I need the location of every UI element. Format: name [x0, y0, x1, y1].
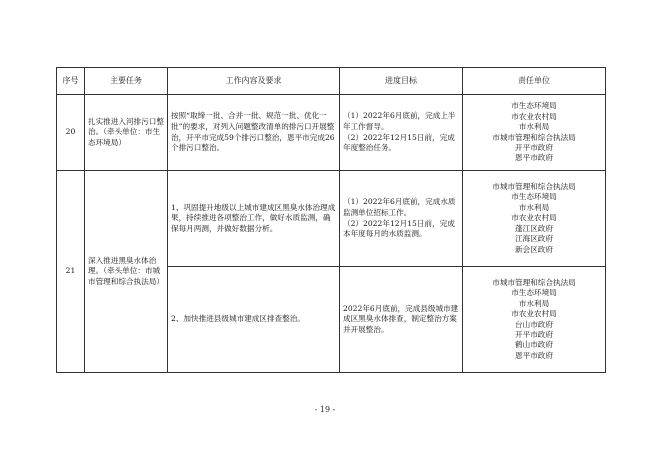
unit-item: 台山市政府 — [515, 319, 553, 329]
responsible-units — [463, 267, 606, 373]
progress-target: 2022年6月底前，完成县级城市建成区黑臭水体排查，制定整治方案并开展整治。 — [340, 267, 463, 373]
unit-item: 开平市政府 — [515, 329, 553, 339]
unit-item: 鹤山市政府 — [515, 340, 553, 350]
unit-item: 恩平市政府 — [515, 350, 553, 360]
row-number: 21 — [57, 171, 85, 373]
header-target: 进度目标 — [340, 68, 463, 95]
work-content: 1、巩固提升地级以上城市建成区黑臭水体治理成果，持续推进各项整治工作，做好水质监测，确保每月两测，并做好数据分析。 — [168, 171, 340, 267]
unit-item: 江海区政府 — [515, 234, 553, 244]
page-number: - 19 - — [314, 405, 336, 414]
unit-item: 市农业农村局 — [511, 309, 557, 319]
main-task: 扎实推进入河排污口整治。（牵头单位：市生态环境局） — [85, 95, 168, 171]
header-task: 主要任务 — [85, 68, 168, 95]
unit-item: 市城市管理和综合执法局 — [492, 132, 576, 142]
progress-target-item: （1）2022年6月底前，完成上半年工作督导。 — [343, 111, 456, 131]
work-content: 2、加快推进县级城市建成区排查整治。 — [168, 267, 340, 373]
unit-item: 市农业农村局 — [511, 111, 557, 121]
row-number: 20 — [57, 95, 85, 171]
header-no: 序号 — [57, 68, 85, 95]
responsible-units — [463, 95, 606, 171]
unit-item: 恩平市政府 — [515, 153, 553, 163]
unit-item: 市生态环境局 — [511, 192, 557, 202]
progress-target — [340, 95, 463, 171]
unit-item: 市水利局 — [518, 122, 550, 132]
header-units: 责任单位 — [463, 68, 606, 95]
responsible-units — [463, 171, 606, 267]
unit-item: 市农业农村局 — [511, 213, 557, 223]
work-content: 按照“取缔一批、合并一批、规范一批、优化一批”的要求，对列入问题整改清单的排污口开展整治，开平市完成59个排污口整治，恩平市完成26个排污口整治。 — [168, 95, 340, 171]
progress-target-item: （1）2022年6月底前，完成水质监测单位招标工作。 — [343, 197, 456, 217]
unit-item: 市水利局 — [518, 298, 550, 308]
unit-item: 开平市政府 — [515, 142, 553, 152]
progress-target — [340, 171, 463, 267]
task-table — [56, 67, 606, 373]
main-task: 深入推进黑臭水体治理。（牵头单位：市城市管理和综合执法局） — [85, 171, 168, 373]
table-row — [57, 95, 606, 171]
progress-target-item: （2）2022年12月15日前，完成年度整治任务。 — [343, 132, 455, 153]
unit-item: 蓬江区政府 — [515, 223, 553, 233]
unit-item: 新会区政府 — [515, 244, 553, 254]
table-row — [57, 171, 606, 267]
unit-item: 市水利局 — [518, 202, 550, 212]
progress-target-item: （2）2022年12月15日前，完成本年度每月的水质监测。 — [343, 218, 455, 239]
table-header-row — [57, 68, 606, 95]
unit-item: 市生态环境局 — [511, 288, 557, 298]
unit-item: 市城市管理和综合执法局 — [492, 182, 576, 192]
header-content: 工作内容及要求 — [168, 68, 340, 95]
unit-item: 市城市管理和综合执法局 — [492, 277, 576, 287]
unit-item: 市生态环境局 — [511, 101, 557, 111]
